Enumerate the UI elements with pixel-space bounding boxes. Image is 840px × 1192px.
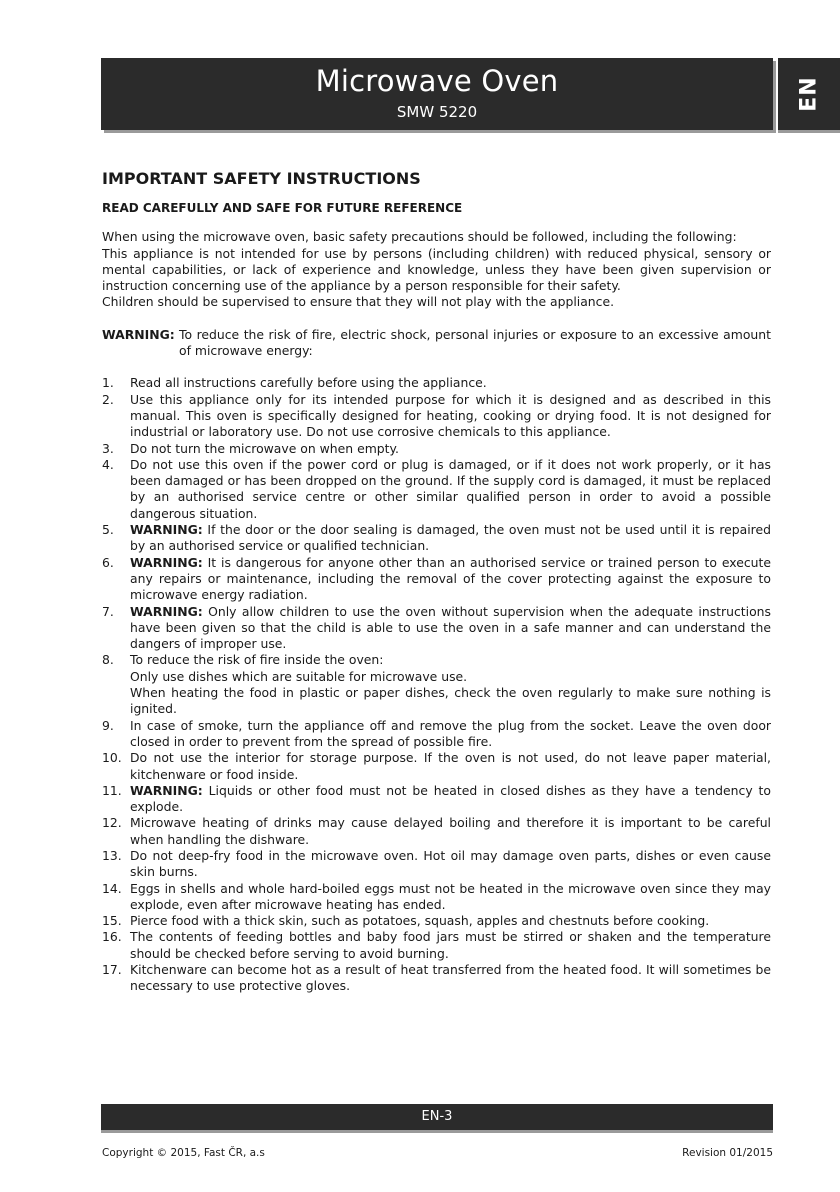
item-text: Liquids or other food must not be heated in closed dishes as they have a tendency to explode. [130, 782, 771, 815]
item-text: Only allow children to use the oven without supervision when the adequate instructions have been given so that the child is able to use the oven in a safe manner and can understand the dangers of improper use. [130, 603, 771, 652]
item-text: Read all instructions carefully before using the appliance. [130, 375, 487, 391]
document-body [102, 164, 771, 995]
item-number: 11. [102, 782, 122, 798]
instruction-item [102, 441, 771, 457]
item-text: It is dangerous for anyone other than an authorised service or trained person to execute any repairs or maintenance, including the removal of the cover protecting against the exposure to microwave energy radiation. [130, 554, 771, 603]
item-number: 14. [102, 880, 122, 896]
item-text: Do not use the interior for storage purpose. If the oven is not used, do not leave paper material, kitchenware or food inside. [130, 750, 771, 782]
instruction-item [102, 929, 771, 962]
document-title: Microwave Oven [315, 64, 559, 98]
item-body [130, 929, 771, 962]
model-number: SMW 5220 [396, 103, 478, 121]
page-number-bar [101, 1104, 773, 1130]
item-number: 1. [102, 375, 114, 391]
item-body [130, 848, 771, 881]
item-number: 15. [102, 913, 122, 929]
instruction-item [102, 457, 771, 522]
item-text: Do not deep-fry food in the microwave oven. Hot oil may damage oven parts, dishes or even cause skin burns. [130, 847, 771, 880]
instruction-item [102, 848, 771, 881]
instruction-item [102, 962, 771, 995]
item-text: The contents of feeding bottles and baby food jars must be stirred or shaken and the temperature should be checked before serving to avoid burning. [130, 929, 771, 961]
item-body [130, 392, 771, 441]
item-number: 5. [102, 522, 114, 538]
item-number: 6. [102, 554, 114, 570]
language-tab [778, 58, 840, 130]
item-body [130, 375, 771, 391]
item-body [130, 522, 771, 555]
instruction-item [102, 881, 771, 914]
instruction-item [102, 375, 771, 391]
warning-text: To reduce the risk of fire, electric shock, personal injuries or exposure to an excessive amount of microwave energy: [179, 326, 771, 359]
instruction-item [102, 522, 771, 555]
item-text: Pierce food with a thick skin, such as potatoes, squash, apples and chestnuts before cooking. [130, 913, 710, 929]
language-code: EN [796, 76, 822, 112]
item-body [130, 750, 771, 783]
page-number: EN-3 [421, 1109, 453, 1124]
item-text: Do not use this oven if the power cord or plug is damaged, or if it does not work properly, or it has been damaged or has been dropped on the ground. If the supply cord is damaged, it must be replaced by an authorised service centre or other similar qualified person in order to avoid a possible dangerous situation. [130, 456, 771, 521]
intro-paragraph: When using the microwave oven, basic safety precautions should be followed, including the following: [102, 229, 737, 245]
item-body [130, 652, 771, 717]
general-warning [102, 327, 771, 360]
item-text: Eggs in shells and whole hard-boiled eggs must not be heated in the microwave oven since they may explode, even after microwave heating has ended. [130, 880, 771, 912]
instruction-item [102, 392, 771, 441]
item-subline: When heating the food in plastic or paper dishes, check the oven regularly to make sure nothing is ignited. [130, 685, 771, 717]
item-number: 2. [102, 391, 114, 407]
copyright-notice: Copyright © 2015, Fast ČR, a.s [102, 1147, 265, 1159]
item-text: Do not turn the microwave on when empty. [130, 440, 399, 456]
item-body [130, 783, 771, 816]
item-text: To reduce the risk of fire inside the oven: [130, 652, 384, 668]
item-subline: Only use dishes which are suitable for microwave use. [130, 668, 468, 684]
warning-label: WARNING: [102, 326, 175, 342]
item-body [130, 457, 771, 522]
item-text: If the door or the door sealing is damaged, the oven must not be used until it is repaired by an authorised service or qualified technician. [130, 522, 771, 554]
item-text: Microwave heating of drinks may cause delayed boiling and therefore it is important to be careful when handling the dishware. [130, 815, 771, 847]
instruction-item [102, 604, 771, 653]
warning-label: WARNING: [130, 522, 203, 538]
item-number: 8. [102, 652, 114, 668]
instruction-item [102, 750, 771, 783]
item-number: 4. [102, 456, 114, 472]
section-heading: IMPORTANT SAFETY INSTRUCTIONS [102, 169, 421, 188]
item-number: 17. [102, 962, 122, 978]
instruction-item [102, 652, 771, 717]
warning-label: WARNING: [130, 603, 203, 619]
item-number: 7. [102, 603, 114, 619]
item-number: 10. [102, 750, 122, 766]
item-number: 12. [102, 815, 122, 831]
item-body [130, 913, 771, 929]
document-header [101, 58, 773, 130]
instruction-item [102, 783, 771, 816]
item-body [130, 441, 771, 457]
warning-label: WARNING: [130, 554, 203, 570]
revision-label: Revision 01/2015 [682, 1147, 773, 1159]
intro-paragraph: Children should be supervised to ensure that they will not play with the appliance. [102, 294, 615, 310]
item-body [130, 604, 771, 653]
item-text: Use this appliance only for its intended purpose for which it is designed and as described in this manual. This oven is specifically designed for heating, cooking or drying food. It is not designed for industrial or laboratory use. Do not use corrosive chemicals to this appliance. [130, 391, 771, 440]
item-body [130, 881, 771, 914]
instruction-item [102, 555, 771, 604]
intro-paragraph: This appliance is not intended for use by persons (including children) with reduced physical, sensory or mental capabilities, or lack of experience and knowledge, unless they have been given supervision or instruction concerning use of the appliance by a person responsible for their safety. [102, 245, 771, 294]
item-number: 9. [102, 717, 114, 733]
item-body [130, 962, 771, 995]
instruction-item [102, 815, 771, 848]
item-number: 16. [102, 929, 122, 945]
item-number: 13. [102, 847, 122, 863]
item-number: 3. [102, 440, 114, 456]
item-text: Kitchenware can become hot as a result of heat transferred from the heated food. It will sometimes be necessary to use protective gloves. [130, 962, 771, 994]
warning-label: WARNING: [130, 782, 203, 798]
instruction-item [102, 913, 771, 929]
section-subheading: READ CAREFULLY AND SAFE FOR FUTURE REFERENCE [102, 201, 463, 215]
instruction-item [102, 718, 771, 751]
item-body [130, 555, 771, 604]
instruction-list [102, 375, 771, 994]
item-body [130, 718, 771, 751]
item-body [130, 815, 771, 848]
item-text: In case of smoke, turn the appliance off and remove the plug from the socket. Leave the oven door closed in order to prevent from the spread of possible fire. [130, 717, 771, 749]
